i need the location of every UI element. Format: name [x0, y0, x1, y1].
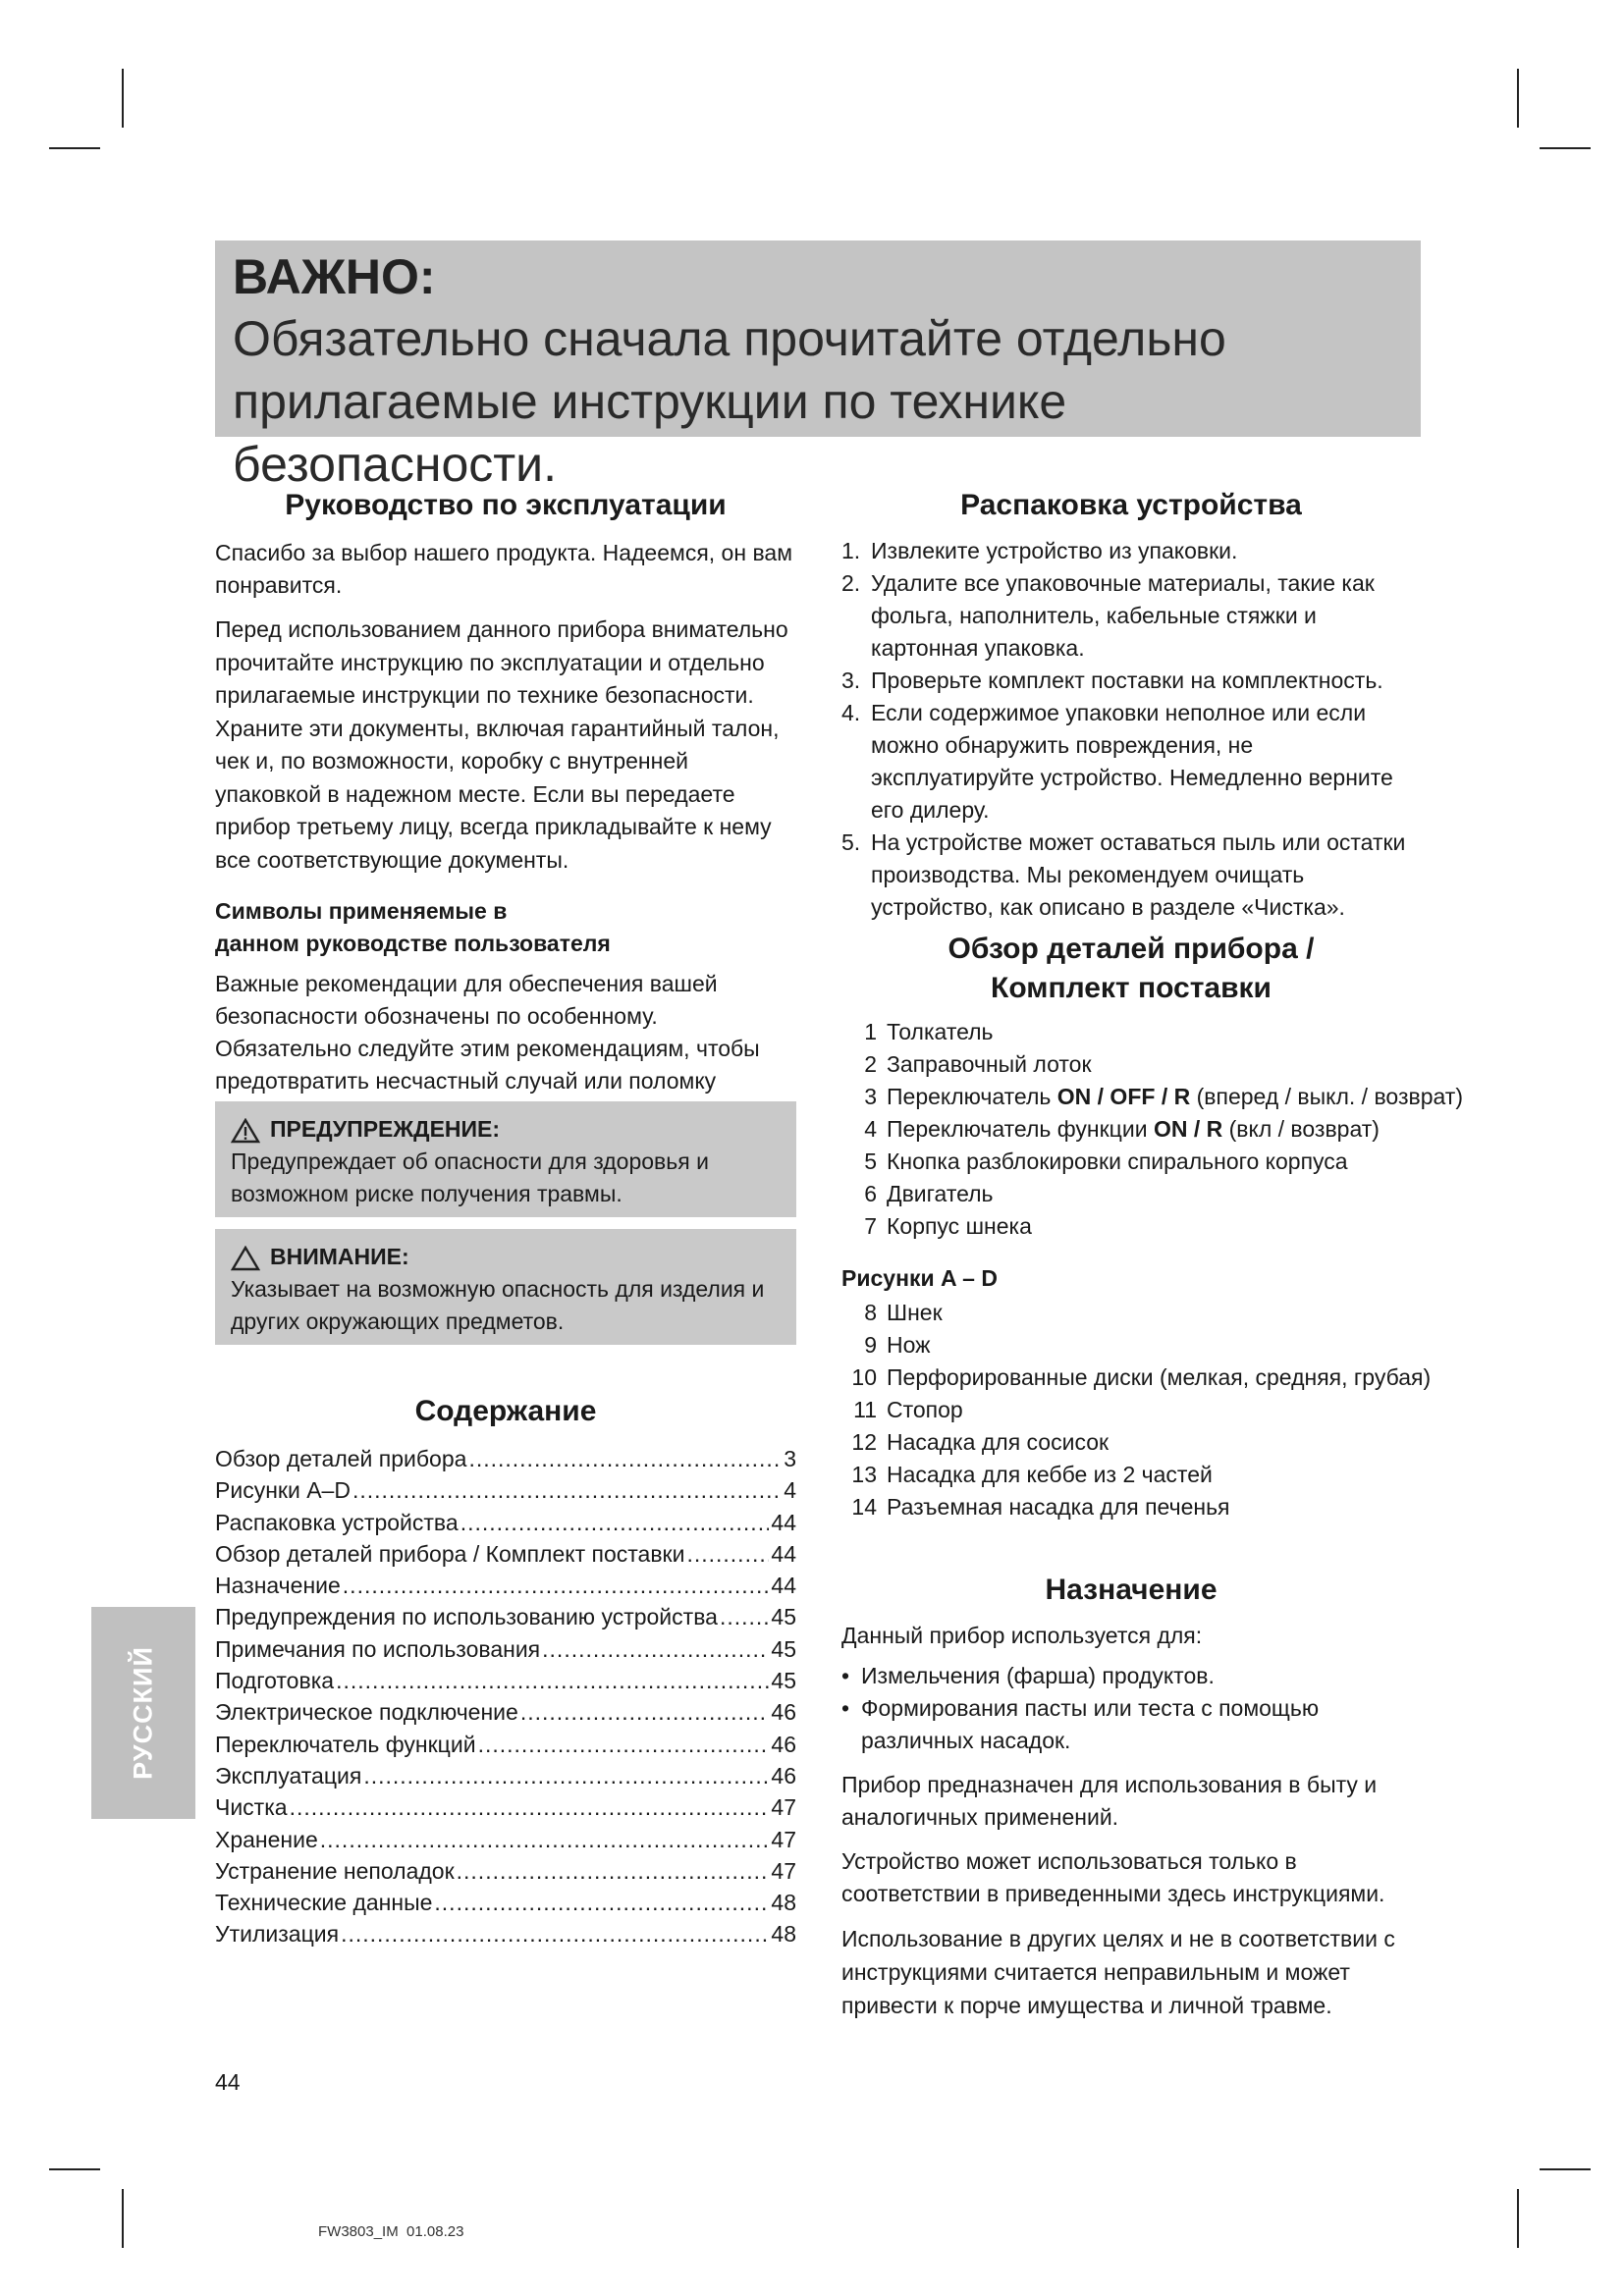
contents-row [215, 1538, 796, 1570]
part-number: 12 [851, 1429, 877, 1455]
part-number: 2 [864, 1051, 877, 1077]
contents-label: Предупреждения по использованию устройства [215, 1604, 718, 1630]
contents-page: 44 [771, 1540, 796, 1567]
part-text-post: (вкл / возврат) [1222, 1116, 1380, 1142]
part-number: 9 [864, 1332, 877, 1358]
contents-label: Эксплуатация [215, 1762, 362, 1789]
part-switch-label: ON / R [1153, 1116, 1223, 1142]
purpose-bullet [841, 1692, 1421, 1757]
contents-row [215, 1601, 796, 1632]
contents-page: 4 [784, 1477, 796, 1504]
contents-page: 3 [784, 1446, 796, 1471]
contents-dots [478, 1729, 770, 1760]
purpose-intro: Данный прибор используется для: [841, 1623, 1203, 1648]
part-text: Двигатель [887, 1181, 994, 1206]
caution-box [215, 1229, 796, 1345]
part-number: 4 [864, 1116, 877, 1142]
purpose-section [841, 1571, 1421, 2022]
contents-row [215, 1665, 796, 1696]
contents-heading-wrap [215, 1392, 796, 1431]
contents-label: Хранение [215, 1826, 318, 1852]
part-item [841, 1297, 1431, 1329]
purpose-p1: Прибор предназначен для использования в быту и аналогичных применений. [841, 1772, 1378, 1830]
step-text: Извлеките устройство из упаковки. [871, 538, 1238, 563]
doc-code: FW3803_IM 01.08.23 [318, 2223, 464, 2240]
step-number: 2. [841, 570, 861, 596]
step-number: 1. [841, 538, 861, 563]
contents-heading: Содержание [414, 1395, 597, 1427]
contents-dots [336, 1665, 769, 1696]
contents-page: 48 [771, 1921, 796, 1948]
purpose-bullet [841, 1660, 1421, 1692]
contents-row [215, 1474, 796, 1506]
warning-box [215, 1101, 796, 1217]
part-item [841, 1016, 1431, 1048]
part-text-pre: Переключатель функции [887, 1116, 1154, 1142]
warning-icon [231, 1118, 260, 1144]
symbols-heading [215, 895, 796, 960]
contents-dots [686, 1538, 769, 1570]
crop-mark [49, 2168, 100, 2170]
contents-label: Электрическое подключение [215, 1699, 518, 1726]
contents-row [215, 1887, 796, 1918]
part-item [841, 1081, 1463, 1113]
contents-dots [468, 1443, 782, 1474]
contents-dots [352, 1474, 782, 1506]
part-item [841, 1426, 1431, 1459]
part-number: 7 [864, 1213, 877, 1239]
part-text: Заправочный лоток [887, 1051, 1092, 1077]
figure-parts-list [841, 1297, 1431, 1523]
contents-label: Устранение неполадок [215, 1857, 455, 1884]
part-text [887, 1081, 1463, 1113]
parts-heading-line1: Обзор деталей прибора / [947, 933, 1315, 965]
part-number: 8 [864, 1300, 877, 1325]
contents-label: Назначение [215, 1573, 341, 1599]
manual-intro: Спасибо за выбор нашего продукта. Надеемся, он вам понравится. [215, 540, 793, 598]
contents-row [215, 1855, 796, 1887]
part-text: Кнопка разблокировки спирального корпуса [887, 1148, 1348, 1174]
part-item [841, 1178, 1431, 1210]
contents-dots [457, 1855, 770, 1887]
contents-list [215, 1443, 796, 1950]
contents-dots [520, 1696, 770, 1728]
part-text [887, 1113, 1380, 1146]
part-text: Корпус шнека [887, 1213, 1032, 1239]
parts-heading-line2: Комплект поставки [991, 972, 1272, 1004]
purpose-heading: Назначение [1045, 1574, 1218, 1606]
crop-mark [1517, 69, 1519, 128]
contents-page: 44 [771, 1573, 796, 1599]
contents-row [215, 1443, 796, 1474]
step-text: Проверьте комплект поставки на комплектность. [871, 667, 1383, 693]
contents-dots [720, 1601, 769, 1632]
symbols-heading-line2: данном руководстве пользователя [215, 931, 611, 956]
crop-mark [49, 147, 100, 149]
manual-section [215, 486, 796, 877]
part-number: 14 [851, 1494, 877, 1520]
contents-page: 47 [771, 1857, 796, 1884]
contents-page: 46 [771, 1731, 796, 1757]
parts-list [841, 1016, 1463, 1243]
contents-label: Переключатель функций [215, 1731, 476, 1757]
part-text: Стопор [887, 1397, 963, 1422]
contents-page: 45 [771, 1668, 796, 1694]
step-text: На устройстве может оставаться пыль или остатки производства. Мы рекомендуем очищать устройство, как описано в разделе «Чистка». [871, 829, 1406, 920]
crop-mark [1517, 2189, 1519, 2248]
unpacking-step [841, 697, 1421, 827]
contents-dots [341, 1918, 769, 1949]
unpacking-step [841, 665, 1421, 697]
important-banner [215, 240, 1421, 492]
crop-mark [1540, 2168, 1591, 2170]
part-item [841, 1113, 1431, 1146]
part-text: Разъемная насадка для печенья [887, 1494, 1230, 1520]
contents-page: 45 [771, 1635, 796, 1662]
part-number: 6 [864, 1181, 877, 1206]
part-item [841, 1146, 1431, 1178]
contents-page: 44 [771, 1509, 796, 1535]
contents-row [215, 1760, 796, 1791]
contents-label: Технические данные [215, 1890, 433, 1916]
contents-label: Чистка [215, 1794, 288, 1821]
part-number: 3 [864, 1084, 877, 1109]
symbols-section [215, 895, 796, 1130]
part-text-pre: Переключатель [887, 1084, 1057, 1109]
contents-label: Распаковка устройства [215, 1509, 459, 1535]
bullet-dot: • [841, 1663, 850, 1688]
contents-label: Обзор деталей прибора [215, 1446, 467, 1471]
part-number: 13 [851, 1462, 877, 1487]
unpacking-step [841, 567, 1421, 665]
purpose-p2: Устройство может использоваться только в соответствии в приведенными здесь инструкциями. [841, 1848, 1385, 1906]
contents-page: 46 [771, 1762, 796, 1789]
part-item [841, 1362, 1431, 1394]
contents-page: 46 [771, 1699, 796, 1726]
step-text: Если содержимое упаковки неполное или если можно обнаружить повреждения, не эксплуатируйте устройство. Немедленно верните его дилеру. [871, 700, 1393, 823]
language-tab [91, 1607, 195, 1819]
contents-row [215, 1918, 796, 1949]
parts-section [841, 930, 1463, 1523]
contents-row [215, 1729, 796, 1760]
part-item [841, 1491, 1431, 1523]
part-text: Перфорированные диски (мелкая, средняя, грубая) [887, 1364, 1432, 1390]
part-text-post: (вперед / выкл. / возврат) [1190, 1084, 1463, 1109]
contents-row [215, 1507, 796, 1538]
step-text: Удалите все упаковочные материалы, такие как фольга, наполнитель, кабельные стяжки и картонная упаковка. [871, 570, 1375, 661]
bullet-dot: • [841, 1695, 850, 1721]
contents-label: Подготовка [215, 1668, 335, 1694]
bullet-text: Формирования пасты или теста с помощью различных насадок. [861, 1695, 1320, 1753]
step-number: 3. [841, 667, 861, 693]
crop-mark [1540, 147, 1591, 149]
contents-page: 48 [771, 1890, 796, 1916]
caution-title: ВНИМАНИЕ: [270, 1244, 409, 1269]
part-number: 10 [851, 1364, 877, 1390]
symbols-text: Важные рекомендации для обеспечения вашей безопасности обозначены по особенному. Обязательно следуйте этим рекомендациям, чтобы предотвратить несчастный случай или поломку [215, 971, 760, 1094]
language-label: РУССКИЙ [128, 1646, 158, 1780]
unpacking-section [841, 486, 1421, 924]
warning-title: ПРЕДУПРЕЖДЕНИЕ: [270, 1116, 501, 1142]
part-text: Нож [887, 1332, 931, 1358]
part-item [841, 1048, 1431, 1081]
caution-text: Указывает на возможную опасность для изделия и других окружающих предметов. [231, 1276, 765, 1334]
contents-dots [290, 1791, 770, 1823]
page-number: 44 [215, 2069, 241, 2095]
contents-dots [460, 1507, 770, 1538]
part-text: Насадка для сосисок [887, 1429, 1110, 1455]
warning-text: Предупреждает об опасности для здоровья и возможном риске получения травмы. [231, 1148, 709, 1206]
contents-label: Утилизация [215, 1921, 340, 1948]
figures-heading: Рисунки A – D [841, 1265, 998, 1291]
unpacking-heading: Распаковка устройства [960, 489, 1302, 521]
contents-row [215, 1791, 796, 1823]
manual-heading: Руководство по эксплуатации [285, 489, 727, 521]
contents-row [215, 1570, 796, 1601]
contents-page: 47 [771, 1794, 796, 1821]
contents-page: 47 [771, 1826, 796, 1852]
contents-dots [542, 1633, 769, 1665]
symbols-heading-line1: Символы применяемые в [215, 898, 508, 924]
part-number: 5 [864, 1148, 877, 1174]
part-item [841, 1459, 1431, 1491]
contents-row [215, 1633, 796, 1665]
contents-row [215, 1824, 796, 1855]
step-number: 4. [841, 700, 861, 725]
part-switch-label: ON / OFF / R [1056, 1084, 1191, 1109]
part-number: 1 [864, 1019, 877, 1044]
part-text: Шнек [887, 1300, 943, 1325]
part-text: Насадка для кеббе из 2 частей [887, 1462, 1213, 1487]
contents-dots [320, 1824, 770, 1855]
contents-dots [343, 1570, 770, 1601]
banner-title: ВАЖНО: [233, 249, 436, 304]
bullet-text: Измельчения (фарша) продуктов. [861, 1663, 1215, 1688]
parts-heading [841, 930, 1421, 1008]
banner-text: Обязательно сначала прочитайте отдельно прилагаемые инструкции по технике безопасности. [233, 311, 1226, 492]
caution-icon [231, 1246, 260, 1271]
crop-mark [122, 69, 124, 128]
unpacking-steps [841, 535, 1421, 924]
part-item [841, 1329, 1431, 1362]
contents-label: Примечания по использования [215, 1635, 541, 1662]
crop-mark [122, 2189, 124, 2248]
part-item [841, 1394, 1431, 1426]
contents-label: Обзор деталей прибора / Комплект поставки [215, 1540, 685, 1567]
step-number: 5. [841, 829, 861, 855]
purpose-bullets [841, 1660, 1421, 1757]
part-text: Толкатель [887, 1019, 994, 1044]
contents-page: 45 [771, 1604, 796, 1630]
unpacking-step [841, 535, 1421, 567]
contents-row [215, 1696, 796, 1728]
purpose-p3: Использование в других целях и не в соответствии с инструкциями считается неправильным и может привести к порче имущества и личной травме. [841, 1926, 1395, 2018]
contents-dots [434, 1887, 769, 1918]
contents-dots [363, 1760, 769, 1791]
part-item [841, 1210, 1431, 1243]
part-number: 11 [853, 1397, 877, 1422]
unpacking-step [841, 827, 1421, 924]
manual-text: Перед использованием данного прибора внимательно прочитайте инструкцию по эксплуатации и отдельно прилагаемые инструкции по технике безопасности. Храните эти документы, включая гарантийный талон, чек и, по возможности, коробку с внутренней упаковкой в надежном месте. Если вы передаете прибор третьему лицу, всегда прикладывайте к нему все соответствующие документы. [215, 616, 788, 873]
contents-label: Рисунки A–D [215, 1477, 351, 1504]
